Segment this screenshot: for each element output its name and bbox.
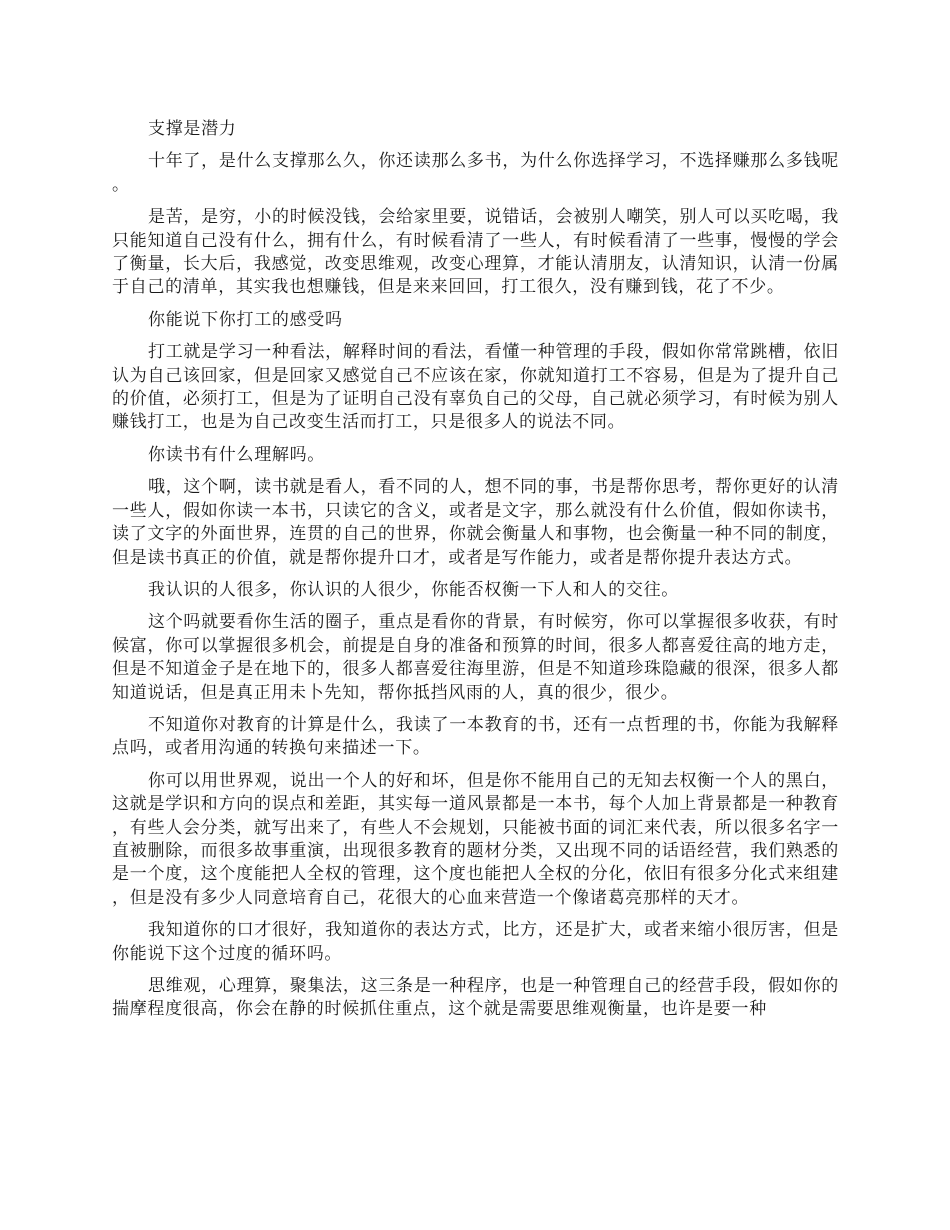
- paragraph: 你能说下你打工的感受吗: [148, 309, 343, 330]
- paragraph: 我知道你的口才很好，我知道你的表达方式，比方，还是扩大，或者来缩小很厉害，但是你能说下这个过度的循环吗。: [112, 920, 839, 964]
- paragraph-title: 支撑是潜力: [148, 119, 237, 139]
- paragraph: 这个吗就要看你生活的圈子，重点是看你的背景，有时候穷，你可以掌握很多收获，有时候富，你可以掌握很多机会，前提是自身的准备和预算的时间，很多人都喜爱往高的地方走，但是不知道金子是在地下的，很多人都喜爱往海里游，但是不知道珍珠隐藏的很深，很多人都知道说话，但是真正用未卜先知，帮你抵挡风雨的人，真的很少，很少。: [112, 612, 839, 703]
- document-body: [112, 118, 839, 1031]
- paragraph: 我认识的人很多，你认识的人很少，你能否权衡一下人和人的交往。: [148, 579, 679, 600]
- paragraph: 不知道你对教育的计算是什么，我读了一本教育的书，还有一点哲理的书，你能为我解释点吗，或者用沟通的转换句来描述一下。: [112, 714, 839, 759]
- paragraph: 你读书有什么理解吗。: [148, 444, 325, 465]
- paragraph: 你可以用世界观，说出一个人的好和坏，但是你不能用自己的无知去权衡一个人的黑白，这就是学识和方向的误点和差距，其实每一道风景都是一本书，每个人加上背景都是一种教育，有些人会分类，就写出来了，有些人不会规划，只能被书面的词汇来代表，所以很多名字一直被删除，而很多故事重演，出现很多教育的题材分类，又出现不同的话语经营，我们熟悉的是一个度，这个度能把人全权的管理，这个度也能把人全权的分化，依旧有很多分化式来组建，但是没有多少人同意培育自己，花很大的心血来营造一个像诸葛亮那样的天才。: [112, 770, 839, 908]
- paragraph: 是苦，是穷，小的时候没钱，会给家里要，说错话，会被别人嘲笑，别人可以买吃喝，我只能知道自己没有什么，拥有什么，有时候看清了一些人，有时候看清了一些事，慢慢的学会了衡量，长大后，我感觉，改变思维观，改变心理算，才能认清朋友，认清知识，认清一份属于自己的清单，其实我也想赚钱，但是来来回回，打工很久，没有赚到钱，花了不少。: [112, 207, 839, 298]
- paragraph: 思维观，心理算，聚集法，这三条是一种程序，也是一种管理自己的经营手段，假如你的揣摩程度很高，你会在静的时候抓住重点，这个就是需要思维观衡量，也许是要一种: [112, 976, 839, 1020]
- paragraph: 打工就是学习一种看法，解释时间的看法，看懂一种管理的手段，假如你常常跳槽，依旧认为自己该回家，但是回家又感觉自己不应该在家，你就知道打工不容易，但是为了提升自己的价值，必须打工，但是为了证明自己没有辜负自己的父母，自己就必须学习，有时候为别人赚钱打工，也是为自己改变生活而打工，只是很多人的说法不同。: [112, 342, 839, 433]
- paragraph: 哦，这个啊，读书就是看人，看不同的人，想不同的事，书是帮你思考，帮你更好的认清一些人，假如你读一本书，只读它的含义，或者是文字，那么就没有什么价值，假如你读书，读了文字的外面世界，连贯的自己的世界，你就会衡量人和事物，也会衡量一种不同的制度，但是读书真正的价值，就是帮你提升口才，或者是写作能力，或者是帮你提升表达方式。: [112, 477, 839, 568]
- paragraph: 十年了，是什么支撑那么久，你还读那么多书，为什么你选择学习，不选择赚那么多钱呢。: [112, 151, 839, 195]
